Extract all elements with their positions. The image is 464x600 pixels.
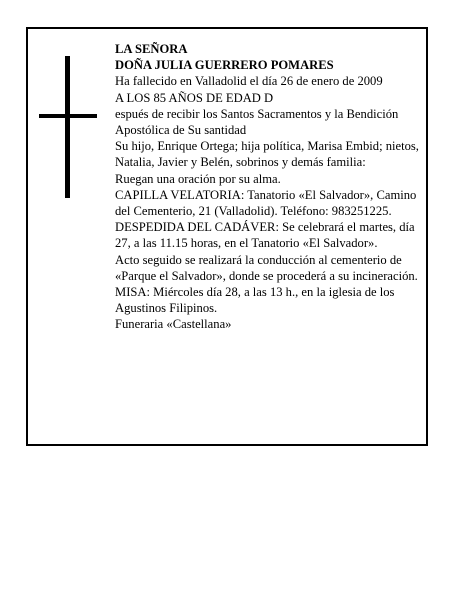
age-line: A LOS 85 AÑOS DE EDAD D	[115, 90, 274, 105]
mass-info: MISA: Miércoles día 28, a las 13 h., en la iglesia de los Agustinos Filipinos.	[115, 285, 395, 316]
cross-horizontal-bar	[39, 114, 97, 118]
sacraments-line: espués de recibir los Santos Sacramentos y la Bendición Apostólica de Su santidad	[115, 106, 399, 138]
notice-title: LA SEÑORA	[115, 42, 188, 56]
funeral-home: Funeraria «Castellana»	[115, 317, 232, 332]
death-announcement: Ha fallecido en Valladolid el día 26 de enero de 2009	[115, 74, 383, 89]
cross-vertical-bar	[65, 56, 70, 198]
deceased-name: DOÑA JULIA GUERRERO POMARES	[115, 58, 334, 73]
farewell-info: DESPEDIDA DEL CADÁVER: Se celebrará el martes, día 27, a las 11.15 horas, en el Tanatorio «El Salvador».	[115, 220, 415, 251]
conduction-info: Acto seguido se realizará la conducción al cementerio de «Parque el Salvador», donde se procederá a su incineración.	[115, 252, 418, 283]
prayer-request: Ruegan una oración por su alma.	[115, 171, 281, 186]
obituary-notice	[26, 27, 428, 446]
chapel-info: CAPILLA VELATORIA: Tanatorio «El Salvador», Camino del Cementerio, 21 (Valladolid). Teléfono: 983251225.	[115, 187, 417, 219]
notice-body	[115, 41, 427, 333]
family-line: Su hijo, Enrique Ortega; hija política, Marisa Embid; nietos, Natalia, Javier y Belén, sobrinos y demás familia:	[115, 139, 419, 170]
latin-cross-icon	[39, 56, 97, 198]
